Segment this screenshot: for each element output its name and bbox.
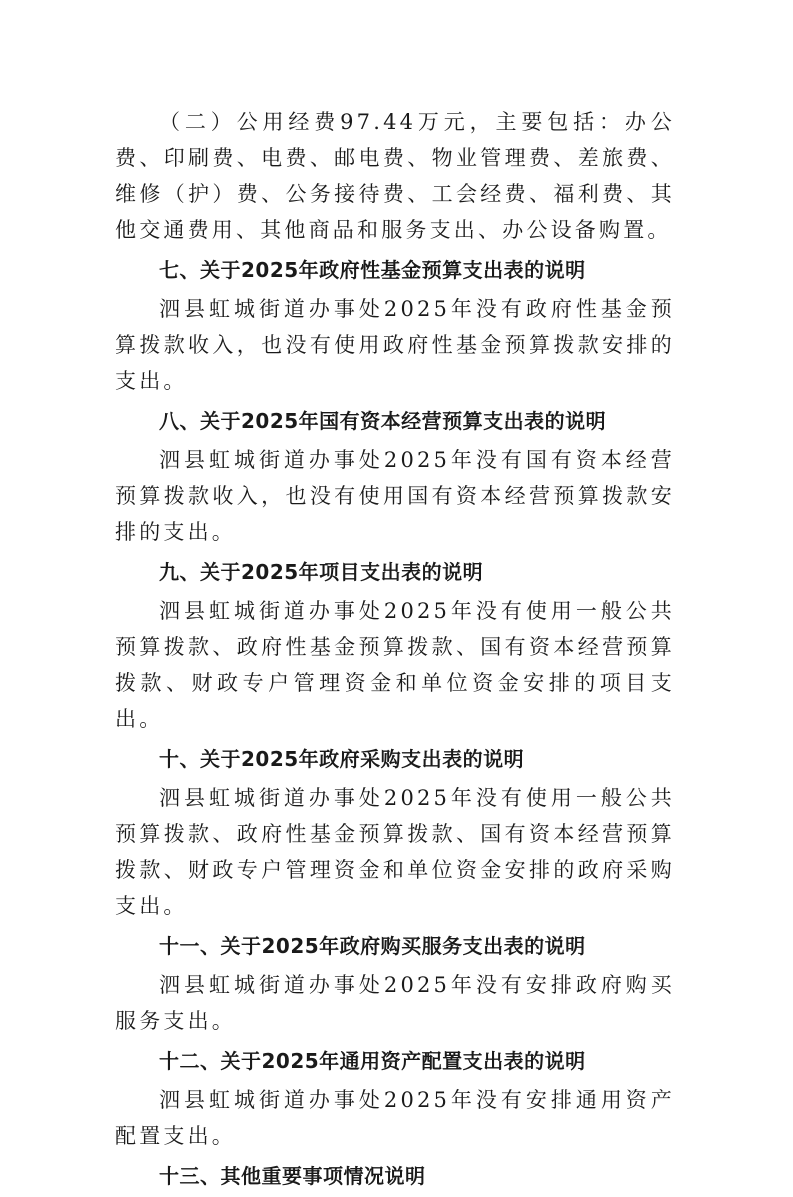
public-expenses-paragraph: （二）公用经费97.44万元，主要包括：办公费、印刷费、电费、邮电费、物业管理费、差旅费、维修（护）费、公务接待费、工会经费、福利费、其他交通费用、其他商品和服务支出、办公设备购置。 bbox=[115, 110, 675, 242]
section-12-body: 泗县虹城街道办事处2025年没有安排通用资产配置支出。 bbox=[115, 1088, 675, 1148]
section-9-body: 泗县虹城街道办事处2025年没有使用一般公共预算拨款、政府性基金预算拨款、国有资本经营预算拨款、财政专户管理资金和单位资金安排的项目支出。 bbox=[115, 599, 675, 731]
section-10-body: 泗县虹城街道办事处2025年没有使用一般公共预算拨款、政府性基金预算拨款、国有资本经营预算拨款、财政专户管理资金和单位资金安排的政府采购支出。 bbox=[115, 786, 675, 918]
section-9-heading: 九、关于2025年项目支出表的说明 bbox=[159, 560, 484, 584]
section-7-heading: 七、关于2025年政府性基金预算支出表的说明 bbox=[159, 258, 586, 282]
section-8-body: 泗县虹城街道办事处2025年没有国有资本经营预算拨款收入，也没有使用国有资本经营预算拨款安排的支出。 bbox=[115, 448, 675, 544]
section-11-body: 泗县虹城街道办事处2025年没有安排政府购买服务支出。 bbox=[115, 973, 675, 1033]
section-10-heading: 十、关于2025年政府采购支出表的说明 bbox=[159, 747, 525, 771]
section-7-body: 泗县虹城街道办事处2025年没有政府性基金预算拨款收入，也没有使用政府性基金预算拨款安排的支出。 bbox=[115, 297, 675, 393]
document-page bbox=[115, 104, 675, 1197]
section-13-heading: 十三、其他重要事项情况说明 bbox=[159, 1164, 426, 1188]
section-8-heading: 八、关于2025年国有资本经营预算支出表的说明 bbox=[159, 409, 607, 433]
section-11-heading: 十一、关于2025年政府购买服务支出表的说明 bbox=[159, 934, 586, 958]
section-12-heading: 十二、关于2025年通用资产配置支出表的说明 bbox=[159, 1049, 586, 1073]
